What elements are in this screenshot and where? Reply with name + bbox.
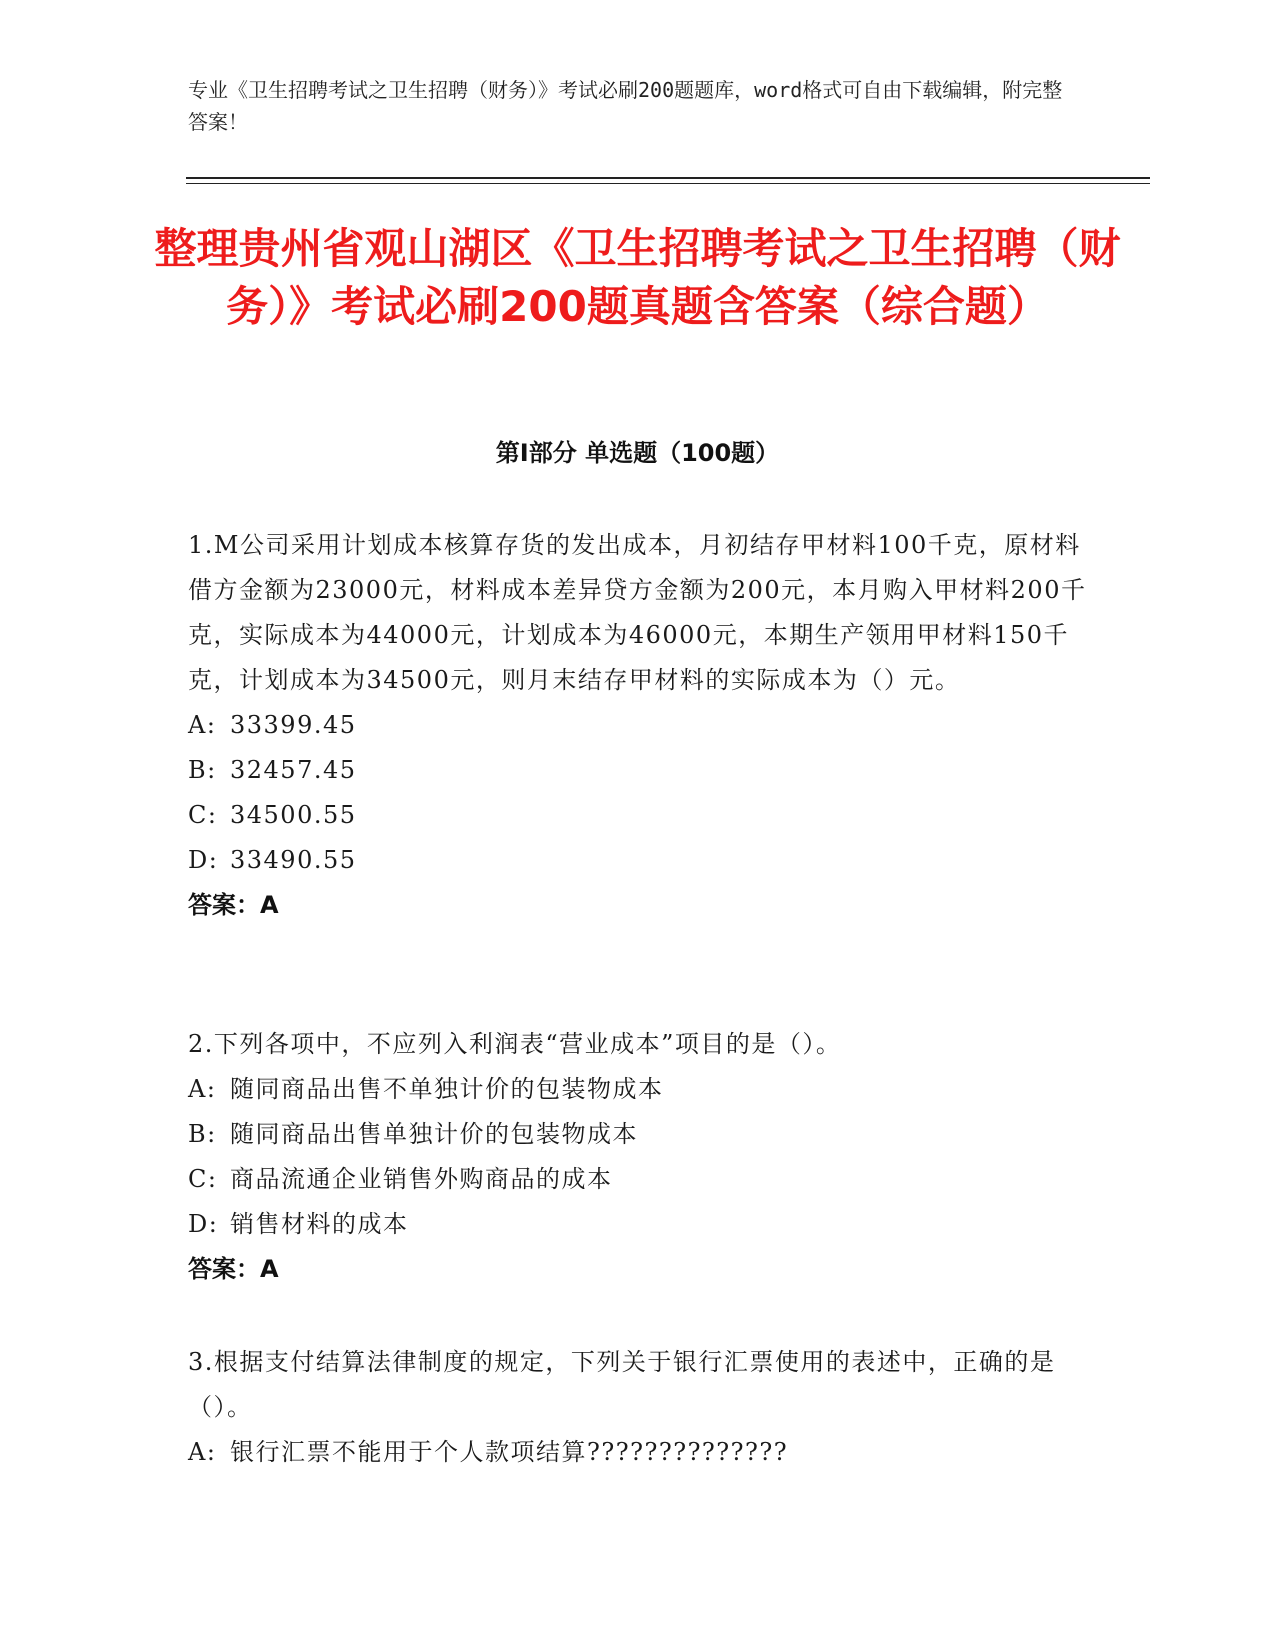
option-text: 33399.45 [230,711,357,739]
option-text: 销售材料的成本 [230,1210,409,1238]
option-key: C: [188,1165,218,1193]
option-b [188,748,1088,793]
option-d [188,838,1088,883]
option-key: D: [188,846,219,874]
option-c [188,793,1088,838]
option-text: 34500.55 [230,801,357,829]
section-heading: 第Ⅰ部分 单选题（100题） [495,439,780,467]
option-text: 银行汇票不能用于个人款项结算?????????????? [230,1438,789,1466]
question-stem: 3.根据支付结算法律制度的规定，下列关于银行汇票使用的表述中，正确的是（）。 [188,1348,1056,1421]
option-a [188,703,1088,748]
option-key: A: [188,1075,217,1103]
question-3 [188,1340,1088,1475]
question-stem: 2.下列各项中，不应列入利润表“营业成本”项目的是（）。 [188,1030,842,1058]
answer-line: 答案：A [188,891,279,919]
option-text: 33490.55 [230,846,357,874]
option-key: A: [188,711,217,739]
option-c [188,1157,1088,1202]
option-d [188,1202,1088,1247]
question-1 [188,523,1088,928]
option-text: 随同商品出售不单独计价的包装物成本 [230,1075,664,1103]
header-note: 专业《卫生招聘考试之卫生招聘（财务）》考试必刷200题题库，word格式可自由下载编辑，附完整答案！ [188,78,1063,134]
option-text: 随同商品出售单独计价的包装物成本 [230,1120,638,1148]
option-a [188,1430,1088,1475]
header-divider [186,177,1150,179]
option-key: B: [188,1120,217,1148]
question-2 [188,1022,1088,1292]
option-text: 商品流通企业销售外购商品的成本 [230,1165,613,1193]
option-key: B: [188,756,217,784]
option-key: D: [188,1210,219,1238]
option-key: C: [188,801,218,829]
option-key: A: [188,1438,217,1466]
option-b [188,1112,1088,1157]
option-text: 32457.45 [230,756,357,784]
document-title: 整理贵州省观山湖区《卫生招聘考试之卫生招聘（财务）》考试必刷200题真题含答案（综合题） [154,224,1121,331]
question-stem: 1.M公司采用计划成本核算存货的发出成本，月初结存甲材料100千克，原材料借方金额为23000元，材料成本差异贷方金额为200元，本月购入甲材料200千克，实际成本为44000元，计划成本为46000元，本期生产领用甲材料150千克，计划成本为34500元，则月末结存甲材料的实际成本为（）元。 [188,531,1087,694]
option-a [188,1067,1088,1112]
answer-line: 答案：A [188,1255,279,1283]
header-divider-thin [186,183,1150,184]
